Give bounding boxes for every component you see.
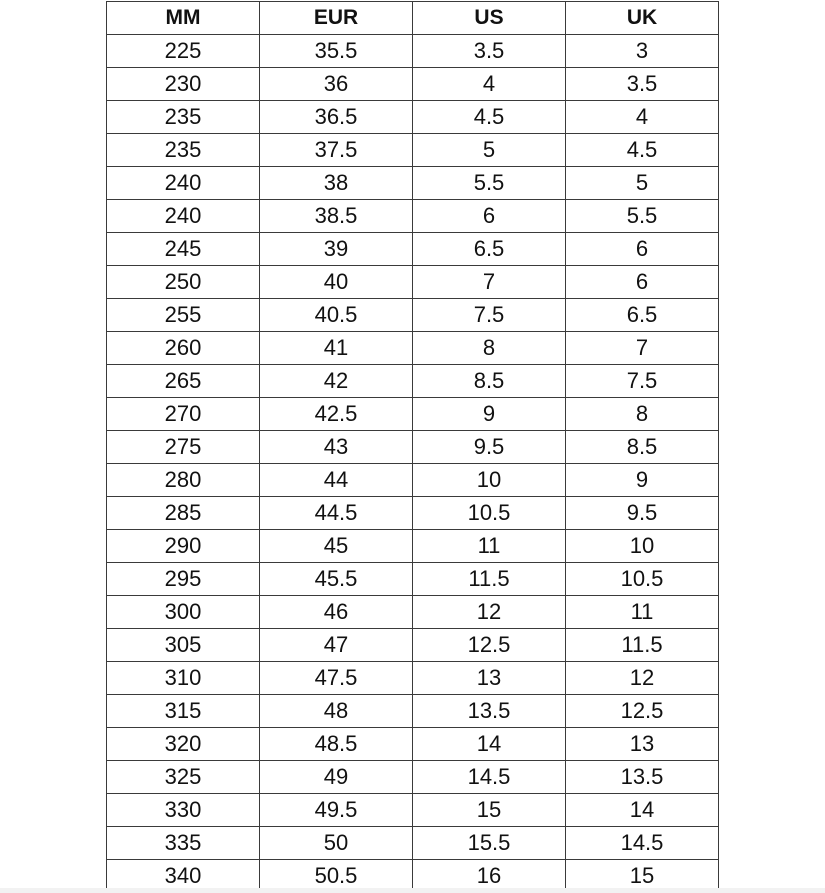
cell-uk: 4.5	[566, 134, 719, 167]
cell-uk: 3	[566, 35, 719, 68]
header-us: US	[413, 2, 566, 35]
cell-us: 5.5	[413, 167, 566, 200]
cell-mm: 315	[107, 695, 260, 728]
table-row	[107, 101, 719, 134]
cell-eur: 36.5	[260, 101, 413, 134]
cell-eur: 50.5	[260, 860, 413, 893]
cell-uk: 15	[566, 860, 719, 893]
cell-uk: 6	[566, 266, 719, 299]
header-mm: MM	[107, 2, 260, 35]
cell-eur: 42.5	[260, 398, 413, 431]
table-row	[107, 332, 719, 365]
cell-eur: 45	[260, 530, 413, 563]
cell-eur: 40.5	[260, 299, 413, 332]
cell-us: 3.5	[413, 35, 566, 68]
cell-eur: 39	[260, 233, 413, 266]
cell-mm: 310	[107, 662, 260, 695]
cell-eur: 44.5	[260, 497, 413, 530]
table-row	[107, 464, 719, 497]
cell-mm: 255	[107, 299, 260, 332]
table-row	[107, 530, 719, 563]
table-row	[107, 398, 719, 431]
table-row	[107, 365, 719, 398]
cell-mm: 225	[107, 35, 260, 68]
cell-us: 16	[413, 860, 566, 893]
cell-eur: 44	[260, 464, 413, 497]
table-row	[107, 266, 719, 299]
cell-uk: 13.5	[566, 761, 719, 794]
cell-eur: 45.5	[260, 563, 413, 596]
cell-us: 12	[413, 596, 566, 629]
cell-uk: 8.5	[566, 431, 719, 464]
cell-uk: 12.5	[566, 695, 719, 728]
table-row	[107, 794, 719, 827]
table-row	[107, 68, 719, 101]
cell-eur: 49	[260, 761, 413, 794]
cell-eur: 42	[260, 365, 413, 398]
table-row	[107, 629, 719, 662]
cell-us: 10	[413, 464, 566, 497]
cell-us: 14	[413, 728, 566, 761]
cell-mm: 235	[107, 134, 260, 167]
header-row	[107, 2, 719, 35]
cell-us: 15	[413, 794, 566, 827]
cell-uk: 9	[566, 464, 719, 497]
cell-eur: 50	[260, 827, 413, 860]
cell-mm: 250	[107, 266, 260, 299]
cell-mm: 340	[107, 860, 260, 893]
cell-eur: 38	[260, 167, 413, 200]
cell-eur: 43	[260, 431, 413, 464]
cell-uk: 13	[566, 728, 719, 761]
table-header	[107, 2, 719, 35]
bottom-band	[0, 888, 825, 893]
cell-eur: 46	[260, 596, 413, 629]
cell-uk: 14	[566, 794, 719, 827]
cell-mm: 240	[107, 167, 260, 200]
cell-us: 14.5	[413, 761, 566, 794]
cell-mm: 245	[107, 233, 260, 266]
cell-us: 8.5	[413, 365, 566, 398]
table-row	[107, 200, 719, 233]
cell-eur: 48.5	[260, 728, 413, 761]
cell-uk: 6.5	[566, 299, 719, 332]
cell-uk: 6	[566, 233, 719, 266]
cell-eur: 47.5	[260, 662, 413, 695]
cell-mm: 265	[107, 365, 260, 398]
cell-mm: 240	[107, 200, 260, 233]
cell-mm: 295	[107, 563, 260, 596]
cell-eur: 49.5	[260, 794, 413, 827]
cell-us: 5	[413, 134, 566, 167]
cell-uk: 9.5	[566, 497, 719, 530]
cell-us: 13	[413, 662, 566, 695]
cell-eur: 48	[260, 695, 413, 728]
cell-mm: 300	[107, 596, 260, 629]
cell-uk: 8	[566, 398, 719, 431]
table-row	[107, 497, 719, 530]
cell-mm: 280	[107, 464, 260, 497]
cell-mm: 270	[107, 398, 260, 431]
cell-us: 7	[413, 266, 566, 299]
table-row	[107, 563, 719, 596]
cell-uk: 3.5	[566, 68, 719, 101]
table-row	[107, 299, 719, 332]
cell-uk: 14.5	[566, 827, 719, 860]
cell-eur: 35.5	[260, 35, 413, 68]
cell-us: 4.5	[413, 101, 566, 134]
cell-us: 6.5	[413, 233, 566, 266]
table-row	[107, 134, 719, 167]
cell-uk: 5	[566, 167, 719, 200]
table-body	[107, 35, 719, 893]
cell-uk: 10	[566, 530, 719, 563]
table-row	[107, 596, 719, 629]
table-row	[107, 167, 719, 200]
cell-eur: 38.5	[260, 200, 413, 233]
cell-us: 11	[413, 530, 566, 563]
header-uk: UK	[566, 2, 719, 35]
cell-uk: 12	[566, 662, 719, 695]
table-row	[107, 431, 719, 464]
cell-mm: 305	[107, 629, 260, 662]
cell-us: 6	[413, 200, 566, 233]
size-conversion-table	[106, 1, 719, 893]
table-row	[107, 695, 719, 728]
table-row	[107, 728, 719, 761]
cell-us: 15.5	[413, 827, 566, 860]
cell-us: 7.5	[413, 299, 566, 332]
cell-us: 8	[413, 332, 566, 365]
cell-eur: 36	[260, 68, 413, 101]
table-row	[107, 35, 719, 68]
cell-mm: 320	[107, 728, 260, 761]
cell-eur: 40	[260, 266, 413, 299]
cell-uk: 10.5	[566, 563, 719, 596]
cell-uk: 5.5	[566, 200, 719, 233]
cell-mm: 325	[107, 761, 260, 794]
cell-uk: 7	[566, 332, 719, 365]
cell-mm: 330	[107, 794, 260, 827]
cell-us: 9.5	[413, 431, 566, 464]
cell-uk: 4	[566, 101, 719, 134]
cell-mm: 290	[107, 530, 260, 563]
cell-mm: 235	[107, 101, 260, 134]
cell-uk: 11	[566, 596, 719, 629]
cell-us: 4	[413, 68, 566, 101]
cell-us: 12.5	[413, 629, 566, 662]
cell-uk: 7.5	[566, 365, 719, 398]
table-row	[107, 233, 719, 266]
cell-us: 9	[413, 398, 566, 431]
cell-us: 13.5	[413, 695, 566, 728]
cell-uk: 11.5	[566, 629, 719, 662]
cell-mm: 260	[107, 332, 260, 365]
cell-mm: 275	[107, 431, 260, 464]
cell-mm: 335	[107, 827, 260, 860]
header-eur: EUR	[260, 2, 413, 35]
table-row	[107, 827, 719, 860]
cell-eur: 47	[260, 629, 413, 662]
table-row	[107, 662, 719, 695]
table-row	[107, 761, 719, 794]
cell-mm: 285	[107, 497, 260, 530]
cell-us: 11.5	[413, 563, 566, 596]
cell-eur: 37.5	[260, 134, 413, 167]
cell-eur: 41	[260, 332, 413, 365]
cell-mm: 230	[107, 68, 260, 101]
cell-us: 10.5	[413, 497, 566, 530]
